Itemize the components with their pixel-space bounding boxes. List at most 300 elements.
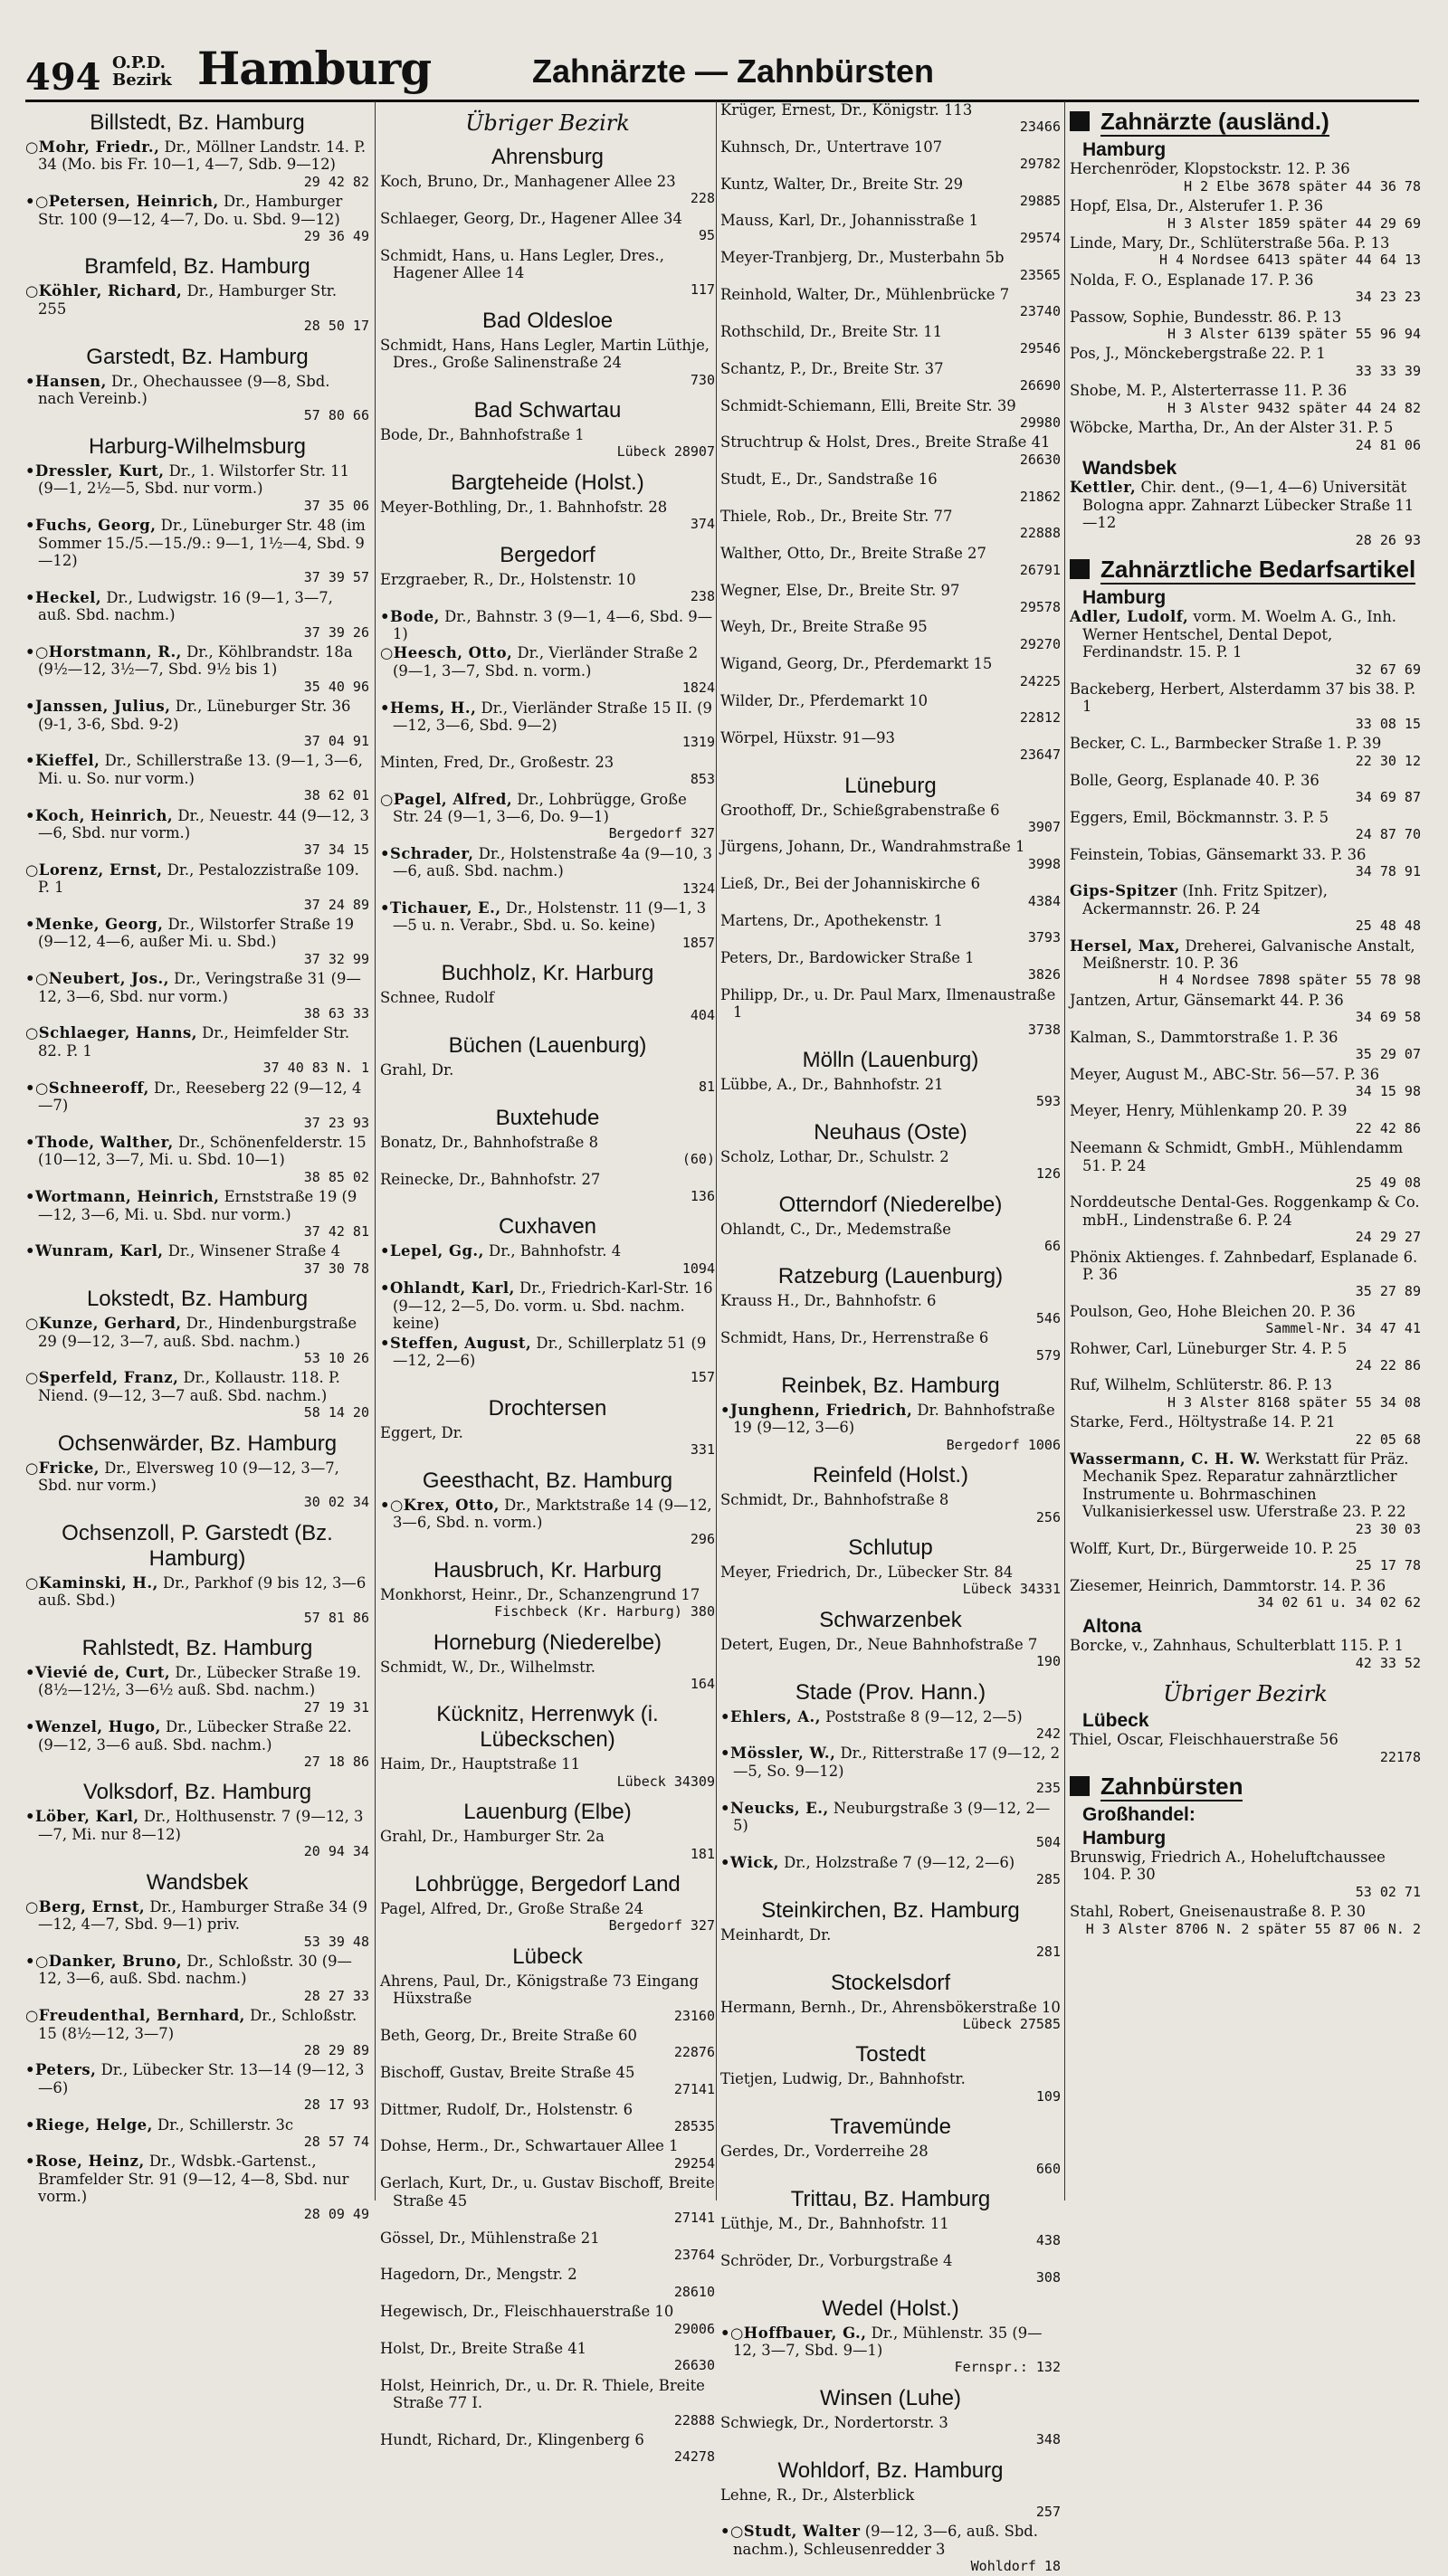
entry-phone: 3998 bbox=[1027, 855, 1061, 872]
directory-entry bbox=[25, 861, 369, 914]
directory-entry bbox=[25, 1808, 369, 1860]
entry-text: Lehne, R., Dr., Alsterblick bbox=[720, 2486, 915, 2504]
directory-entry bbox=[380, 1061, 715, 1097]
directory-entry bbox=[25, 807, 369, 860]
directory-entry bbox=[25, 698, 369, 750]
directory-entry bbox=[380, 1972, 715, 2025]
entry-text: Struchtrup & Holst, Dres., Breite Straße 41 bbox=[720, 433, 1051, 452]
entry-phone: 26690 bbox=[1019, 377, 1061, 394]
entry-text: Ernststraße 19 (9—12, 3—6, Mi. u. Sbd. nur vorm.) bbox=[38, 1188, 357, 1223]
directory-entry bbox=[25, 752, 369, 804]
directory-entry bbox=[720, 1926, 1061, 1962]
entry-text: Schmidt-Schiemann, Elli, Breite Str. 39 bbox=[720, 396, 1016, 414]
directory-entry bbox=[25, 1369, 369, 1421]
entry-text: Brunswig, Friedrich A., Hoheluftchaussee 104. P. 30 bbox=[1070, 1848, 1386, 1884]
entry-phone: 29980 bbox=[1019, 413, 1061, 431]
directory-entry bbox=[720, 1854, 1061, 1889]
column-rule bbox=[1064, 101, 1065, 2201]
entry-phone: 58 14 20 bbox=[303, 1404, 369, 1421]
entry-text: Dr., Neuestr. 44 (9—12, 3—6, Sbd. nur vorm.) bbox=[38, 806, 369, 841]
directory-entry bbox=[1070, 382, 1421, 417]
entry-phone: 29 42 82 bbox=[303, 173, 369, 190]
entry-text: Dr., Kollaustr. 118. P. Niend. (9—12, 3—7 auß. Sbd. nachm.) bbox=[38, 1369, 340, 1404]
place-heading: Kücknitz, Herrenwyk (i. Lübeckschen) bbox=[436, 1702, 659, 1753]
entry-phone: 1857 bbox=[681, 934, 715, 951]
entry-phone: 28610 bbox=[673, 2283, 715, 2300]
entry-phone: 22 05 68 bbox=[1355, 1431, 1421, 1448]
entry-phone: 228 bbox=[690, 190, 715, 207]
directory-entry bbox=[720, 1148, 1061, 1183]
entry-phone: 28 57 74 bbox=[303, 2133, 369, 2150]
directory-entry bbox=[1070, 1303, 1421, 1338]
entry-text: Jürgens, Johann, Dr., Wandrahmstraße 1 bbox=[720, 838, 1025, 856]
entry-text: Meyer-Bothling, Dr., 1. Bahnhofstr. 28 bbox=[380, 498, 668, 516]
place-heading: Schwarzenbek bbox=[819, 1607, 962, 1632]
entry-phone: 28 50 17 bbox=[303, 318, 369, 335]
entry-phone: 26630 bbox=[1019, 451, 1061, 468]
directory-entry bbox=[1070, 772, 1421, 807]
place-heading: Hamburg bbox=[1082, 1827, 1167, 1849]
entry-phone: 157 bbox=[690, 1369, 715, 1386]
place-heading: Steinkirchen, Bz. Hamburg bbox=[761, 1897, 1020, 1923]
square-bullet-icon bbox=[1070, 1776, 1090, 1796]
entry-phone: 27 18 86 bbox=[303, 1754, 369, 1771]
directory-entry bbox=[1070, 992, 1421, 1027]
entry-phone: 579 bbox=[1035, 1346, 1061, 1364]
directory-entry bbox=[1070, 1413, 1421, 1449]
entry-text: Schwiegk, Dr., Nordertorstr. 3 bbox=[720, 2413, 948, 2431]
entry-phone: 3738 bbox=[1027, 1021, 1061, 1038]
entry-phone: 285 bbox=[1035, 1871, 1061, 1888]
directory-entry bbox=[720, 802, 1061, 837]
directory-entry bbox=[720, 397, 1061, 433]
entry-phone: 53 02 71 bbox=[1355, 1883, 1421, 1900]
entry-phone: 38 63 33 bbox=[303, 1005, 369, 1022]
place-heading: Bergedorf bbox=[500, 542, 595, 567]
directory-entry bbox=[720, 912, 1061, 947]
entry-phone: 24 22 86 bbox=[1355, 1357, 1421, 1374]
entry-text: Dr., Heimfelder Str. 82. P. 1 bbox=[38, 1024, 350, 1060]
entry-text: Hundt, Richard, Dr., Klingenberg 6 bbox=[380, 2430, 644, 2448]
entry-phone: 81 bbox=[698, 1079, 715, 1096]
entry-text: Schröder, Dr., Vorburgstraße 4 bbox=[720, 2251, 953, 2269]
directory-entry bbox=[720, 323, 1061, 358]
entry-phone: 22 30 12 bbox=[1355, 752, 1421, 769]
place-heading: Bargteheide (Holst.) bbox=[451, 470, 644, 495]
entry-phone: 28 27 33 bbox=[303, 1987, 369, 2004]
entry-text: Krauss H., Dr., Bahnhofstr. 6 bbox=[720, 1292, 937, 1310]
column-rule bbox=[375, 101, 376, 2201]
entry-phone: 37 34 15 bbox=[303, 841, 369, 859]
entry-phone: 853 bbox=[690, 771, 715, 788]
entry-name: •○Studt, Walter bbox=[720, 2523, 861, 2541]
entry-phone: 281 bbox=[1035, 1944, 1061, 1961]
directory-entry bbox=[25, 1459, 369, 1512]
entry-name: •Rose, Heinz, bbox=[25, 2153, 145, 2171]
entry-text: Gerdes, Dr., Vorderreihe 28 bbox=[720, 2143, 929, 2161]
entry-text: Dohse, Herm., Dr., Schwartauer Allee 1 bbox=[380, 2137, 679, 2155]
entry-text: Grahl, Dr. bbox=[380, 1061, 454, 1079]
entry-text: Dr., Reeseberg 22 (9—12, 4—7) bbox=[38, 1079, 362, 1115]
entry-text: Stahl, Robert, Gneisenaustraße 8. P. 30 bbox=[1070, 1903, 1366, 1921]
entry-phone: 331 bbox=[690, 1441, 715, 1459]
entry-text: Dr., Lohbrügge, Große Str. 24 (9—1, 3—6, Do. 9—1) bbox=[393, 790, 687, 825]
entry-text: Wörpel, Hüxstr. 91—93 bbox=[720, 728, 895, 746]
directory-entry bbox=[1070, 1577, 1421, 1612]
directory-entry bbox=[720, 2252, 1061, 2287]
entry-phone: 29006 bbox=[673, 2320, 715, 2337]
entry-phone: Lübeck 28907 bbox=[616, 443, 715, 461]
entry-text: Peters, Dr., Bardowicker Straße 1 bbox=[720, 948, 975, 966]
entry-name: •Lepel, Gg., bbox=[380, 1242, 484, 1260]
entry-phone: 24278 bbox=[673, 2448, 715, 2466]
entry-text: Passow, Sophie, Bundesstr. 86. P. 13 bbox=[1070, 308, 1342, 326]
entry-name: •Tichauer, E., bbox=[380, 899, 501, 917]
entry-text: Linde, Mary, Dr., Schlüterstraße 56a. P. 13 bbox=[1070, 234, 1390, 252]
directory-entry bbox=[25, 1242, 369, 1278]
place-heading: Reinfeld (Holst.) bbox=[812, 1463, 969, 1488]
entry-phone: 24 81 06 bbox=[1355, 436, 1421, 453]
entry-name: •Wortmann, Heinrich, bbox=[25, 1188, 220, 1206]
entry-phone: Sammel-Nr. 34 47 41 bbox=[1265, 1320, 1421, 1337]
entry-text: Dr., Friedrich-Karl-Str. 16 (9—12, 2—5, Do. vorm. u. Sbd. nachm. keine) bbox=[393, 1279, 713, 1333]
directory-entry bbox=[720, 2414, 1061, 2449]
entry-phone: 34 69 87 bbox=[1355, 789, 1421, 806]
entry-text: Dr., Pestalozzistraße 109. P. 1 bbox=[38, 860, 359, 897]
entry-text: Lüthje, M., Dr., Bahnhofstr. 11 bbox=[720, 2214, 949, 2232]
entry-phone: 242 bbox=[1035, 1725, 1061, 1743]
entry-name: •○Krex, Otto, bbox=[380, 1496, 500, 1514]
entry-text: Dr., Ritterstraße 17 (9—12, 2—5, So. 9—12) bbox=[733, 1744, 1061, 1780]
city-title: Hamburg bbox=[197, 42, 432, 95]
directory-entry bbox=[1070, 1193, 1421, 1246]
place-heading: Ochsenwärder, Bz. Hamburg bbox=[57, 1431, 338, 1456]
entry-name: •Kieffel, bbox=[25, 752, 100, 770]
entry-phone: 438 bbox=[1035, 2232, 1061, 2249]
place-heading: Hamburg bbox=[1082, 586, 1167, 608]
entry-text: (9—12, 3—6, auß. Sbd. nachm.), Schleusenredder 3 bbox=[733, 2523, 1039, 2558]
entry-phone: 29578 bbox=[1019, 598, 1061, 615]
entry-phone: 296 bbox=[690, 1531, 715, 1548]
entry-text: Schmidt, Hans, Dr., Herrenstraße 6 bbox=[720, 1329, 989, 1347]
entry-name: •Wunram, Karl, bbox=[25, 1242, 164, 1260]
entry-name: ○Kaminski, H., bbox=[25, 1573, 158, 1592]
entry-phone: 25 48 48 bbox=[1355, 917, 1421, 935]
entry-phone: 35 40 96 bbox=[303, 678, 369, 695]
entry-phone: Lübeck 27585 bbox=[962, 2015, 1061, 2032]
entry-text: Dr., Schillerstr. 3c bbox=[157, 2115, 294, 2134]
place-heading: Tostedt bbox=[855, 2042, 926, 2067]
entry-text: Scholz, Lothar, Dr., Schulstr. 2 bbox=[720, 1147, 949, 1165]
entry-text: Detert, Eugen, Dr., Neue Bahnhofstraße 7 bbox=[720, 1635, 1038, 1653]
place-heading: Bad Oldesloe bbox=[481, 308, 614, 333]
directory-entry bbox=[380, 173, 715, 208]
entry-text: Dr., Elversweg 10 (9—12, 3—7, Sbd. nur vorm.) bbox=[38, 1459, 339, 1494]
entry-phone: 37 32 99 bbox=[303, 950, 369, 967]
entry-phone: 1324 bbox=[681, 879, 715, 897]
entry-text: Gerlach, Kurt, Dr., u. Gustav Bischoff, Breite Straße 45 bbox=[380, 2174, 715, 2210]
directory-entry bbox=[380, 699, 715, 752]
entry-phone: 23 30 03 bbox=[1355, 1520, 1421, 1537]
directory-entry bbox=[720, 1402, 1061, 1454]
directory-entry bbox=[380, 571, 715, 606]
entry-phone: 374 bbox=[690, 516, 715, 533]
entry-text: Walther, Otto, Dr., Breite Straße 27 bbox=[720, 544, 986, 562]
directory-entry bbox=[380, 1586, 715, 1621]
directory-entry bbox=[1070, 1249, 1421, 1301]
entry-text: Neuburgstraße 3 (9—12, 2—5) bbox=[733, 1799, 1051, 1835]
entry-name: •○Hoffbauer, G., bbox=[720, 2324, 867, 2342]
entry-text: Backeberg, Herbert, Alsterdamm 37 bis 38. P. 1 bbox=[1070, 680, 1416, 716]
entry-name: •Hems, H., bbox=[380, 699, 477, 717]
entry-name: Kettler, bbox=[1070, 479, 1137, 497]
entry-text: Dr., Lüneburger Str. 36 (9-1, 3-6, Sbd. 9-2) bbox=[38, 698, 351, 733]
opd-line1: O.P.D. bbox=[112, 53, 166, 72]
directory-entry bbox=[720, 618, 1061, 653]
entry-phone: 28535 bbox=[673, 2118, 715, 2135]
place-heading: Altona bbox=[1082, 1615, 1142, 1637]
entry-text: Hegewisch, Dr., Fleischhauerstraße 10 bbox=[380, 2303, 674, 2321]
entry-name: ○Freudenthal, Bernhard, bbox=[25, 2007, 245, 2025]
entry-text: Mauss, Karl, Dr., Johannisstraße 1 bbox=[720, 212, 979, 230]
entry-phone: 33 08 15 bbox=[1355, 715, 1421, 732]
entry-phone: H 4 Nordsee 7898 später 55 78 98 bbox=[1159, 972, 1421, 989]
entry-text: Herchenröder, Klopstockstr. 12. P. 36 bbox=[1070, 160, 1350, 178]
entry-text: Dr., Schillerplatz 51 (9—12, 2—6) bbox=[393, 1334, 707, 1369]
directory-entry bbox=[1070, 1066, 1421, 1101]
entry-text: Werkstatt für Präz. Mechanik Spez. Reparatur zahnärztlicher Instrumente u. Bohrmaschinen Vulkanisierkessel usw. Uferstraße 23. P. 22 bbox=[1082, 1450, 1409, 1521]
directory-entry bbox=[1070, 345, 1421, 380]
entry-text: Kuhnsch, Dr., Untertrave 107 bbox=[720, 138, 943, 156]
entry-text: Bode, Dr., Bahnhofstraße 1 bbox=[380, 426, 585, 444]
entry-text: Poulson, Geo, Hohe Bleichen 20. P. 36 bbox=[1070, 1302, 1356, 1320]
entry-name: •○Petersen, Heinrich, bbox=[25, 193, 219, 211]
entry-text: Groothoff, Dr., Schießgrabenstraße 6 bbox=[720, 801, 1000, 819]
column-3 bbox=[720, 101, 1061, 2575]
entry-text: Erzgraeber, R., Dr., Holstenstr. 10 bbox=[380, 570, 636, 588]
entry-text: Wolff, Kurt, Dr., Bürgerweide 10. P. 25 bbox=[1070, 1540, 1358, 1558]
place-heading: Ahrensburg bbox=[491, 145, 605, 169]
directory-entry bbox=[25, 138, 369, 191]
entry-phone: 28 29 89 bbox=[303, 2041, 369, 2058]
entry-text: Feinstein, Tobias, Gänsemarkt 33. P. 36 bbox=[1070, 845, 1367, 863]
column-1 bbox=[25, 101, 369, 2222]
directory-entry bbox=[380, 2064, 715, 2099]
directory-entry bbox=[380, 1755, 715, 1791]
place-heading: Buchholz, Kr. Harburg bbox=[441, 961, 654, 986]
entry-phone: 238 bbox=[690, 588, 715, 605]
directory-entry bbox=[720, 212, 1061, 247]
directory-entry bbox=[1070, 608, 1421, 679]
entry-text: Dr., Lübecker Straße 19. (8½—12½, 3—6½ auß. Sbd. nachm.) bbox=[38, 1664, 361, 1699]
entry-text: Meyer-Tranbjerg, Dr., Musterbahn 5b bbox=[720, 249, 1005, 267]
entry-phone: 37 23 93 bbox=[303, 1114, 369, 1131]
place-heading: Stade (Prov. Hann.) bbox=[795, 1679, 986, 1705]
entry-name: Hersel, Max, bbox=[1070, 936, 1181, 955]
entry-phone: H 3 Alster 9432 später 44 24 82 bbox=[1167, 399, 1421, 416]
entry-text: Ohlandt, C., Dr., Medemstraße bbox=[720, 1220, 951, 1238]
entry-phone: Bergedorf 1006 bbox=[946, 1436, 1061, 1453]
entry-text: Gössel, Dr., Mühlenstraße 21 bbox=[380, 2229, 600, 2247]
entry-phone: 348 bbox=[1035, 2431, 1061, 2448]
entry-name: ○Schlaeger, Hanns, bbox=[25, 1024, 197, 1042]
entry-text: Meyer, Friedrich, Dr., Lübecker Str. 84 bbox=[720, 1564, 1014, 1581]
place-heading: Wedel (Holst.) bbox=[822, 2296, 959, 2321]
entry-text: Studt, E., Dr., Sandstraße 16 bbox=[720, 471, 938, 489]
directory-entry bbox=[1070, 1731, 1421, 1766]
entry-phone: 593 bbox=[1035, 1093, 1061, 1110]
entry-text: Borcke, v., Zahnhaus, Schulterblatt 115. P. 1 bbox=[1070, 1637, 1404, 1655]
entry-text: Dittmer, Rudolf, Dr., Holstenstr. 6 bbox=[380, 2100, 633, 2118]
page-title: Zahnärzte — Zahnbürsten bbox=[532, 52, 935, 90]
place-heading: Buxtehude bbox=[495, 1105, 600, 1130]
entry-name: Adler, Ludolf, bbox=[1070, 608, 1189, 626]
entry-text: Dr., Schloßstr. 30 (9—12, 3—6, auß. Sbd. nachm.) bbox=[38, 1952, 352, 1988]
entry-phone: 27141 bbox=[673, 2081, 715, 2098]
entry-name: ○Sperfeld, Franz, bbox=[25, 1369, 179, 1387]
directory-entry bbox=[380, 2229, 715, 2265]
entry-text: Monkhorst, Heinr., Dr., Schanzengrund 17 bbox=[380, 1585, 700, 1603]
entry-text: Meyer, Henry, Mühlenkamp 20. P. 39 bbox=[1070, 1102, 1348, 1120]
directory-entry bbox=[1070, 271, 1421, 307]
directory-entry bbox=[380, 499, 715, 534]
entry-text: Minten, Fred, Dr., Großestr. 23 bbox=[380, 753, 614, 771]
place-heading: Lauenburg (Elbe) bbox=[463, 1800, 632, 1825]
entry-name: •Bode, bbox=[380, 607, 440, 625]
entry-text: Dr. Bahnhofstraße 19 (9—12, 3—6) bbox=[733, 1401, 1055, 1437]
entry-phone: 22888 bbox=[673, 2411, 715, 2429]
entry-phone: 57 80 66 bbox=[303, 407, 369, 424]
entry-phone: 37 39 57 bbox=[303, 569, 369, 586]
place-heading: Geesthacht, Bz. Hamburg bbox=[422, 1468, 673, 1493]
entry-name: •Hansen, bbox=[25, 372, 107, 390]
entry-text: Schmidt, Dr., Bahnhofstraße 8 bbox=[720, 1491, 949, 1509]
entry-phone: 38 62 01 bbox=[303, 787, 369, 804]
entry-phone: 33 33 39 bbox=[1355, 362, 1421, 379]
directory-entry bbox=[720, 2324, 1061, 2377]
entry-phone: 23740 bbox=[1019, 303, 1061, 320]
place-heading: Büchen (Lauenburg) bbox=[448, 1033, 647, 1059]
entry-name: ○Heesch, Otto, bbox=[380, 644, 513, 662]
entry-text: Pagel, Alfred, Dr., Große Straße 24 bbox=[380, 1900, 644, 1917]
entry-text: Schmidt, Hans, Hans Legler, Martin Lüthje, Dres., Große Salinenstraße 24 bbox=[380, 336, 710, 372]
directory-entry bbox=[1070, 937, 1421, 990]
entry-phone: 23160 bbox=[673, 2007, 715, 2024]
directory-entry bbox=[25, 1718, 369, 1771]
place-heading: Bad Schwartau bbox=[473, 398, 622, 423]
entry-text: Dr., Hamburger Str. 100 (9—12, 4—7, Do. u. Sbd. 9—12) bbox=[38, 193, 343, 228]
directory-entry bbox=[380, 899, 715, 952]
directory-entry bbox=[380, 337, 715, 389]
place-heading: Cuxhaven bbox=[498, 1214, 597, 1240]
entry-name: •Wenzel, Hugo, bbox=[25, 1718, 161, 1736]
entry-text: Thiel, Oscar, Fleischhauerstraße 56 bbox=[1070, 1731, 1338, 1749]
entry-text: Philipp, Dr., u. Dr. Paul Marx, Ilmenaustraße 1 bbox=[720, 985, 1056, 1022]
entry-text: Dr., Vierländer Straße 2 (9—1, 3—7, Sbd. n. vorm.) bbox=[393, 644, 699, 680]
entry-phone: 38 85 02 bbox=[303, 1168, 369, 1185]
entry-text: Krüger, Ernest, Dr., Königstr. 113 bbox=[720, 101, 973, 119]
section-heading: Übriger Bezirk bbox=[1163, 1680, 1328, 1706]
place-heading: Reinbek, Bz. Hamburg bbox=[781, 1373, 1000, 1398]
entry-text: Dr., Holstenstraße 4a (9—10, 3—6, auß. Sbd. nachm.) bbox=[393, 844, 712, 880]
entry-phone: Fischbeck (Kr. Harburg) 380 bbox=[494, 1603, 715, 1621]
entry-phone: 29254 bbox=[673, 2154, 715, 2172]
entry-phone: 35 29 07 bbox=[1355, 1046, 1421, 1063]
place-heading: Drochtersen bbox=[488, 1395, 607, 1421]
entry-name: •Riege, Helge, bbox=[25, 2115, 153, 2134]
entry-phone: H 4 Nordsee 6413 später 44 64 13 bbox=[1159, 252, 1421, 269]
directory-entry bbox=[720, 508, 1061, 543]
place-heading: Hamburg bbox=[1082, 139, 1167, 160]
entry-text: Wöbcke, Martha, Dr., An der Alster 31. P. 5 bbox=[1070, 419, 1394, 437]
entry-text: Dr., Bahnstr. 3 (9—1, 4—6, Sbd. 9—1) bbox=[393, 607, 713, 642]
entry-name: •Vievié de, Curt, bbox=[25, 1664, 171, 1682]
entry-phone: H 3 Alster 6139 später 55 96 94 bbox=[1167, 326, 1421, 343]
directory-entry bbox=[380, 644, 715, 697]
district-label bbox=[112, 54, 172, 89]
entry-name: •Ohlandt, Karl, bbox=[380, 1279, 515, 1298]
directory-entry bbox=[1070, 680, 1421, 733]
entry-phone: 37 04 91 bbox=[303, 732, 369, 749]
place-heading: Wandsbek bbox=[146, 1869, 249, 1895]
entry-text: Reinhold, Walter, Dr., Mühlenbrücke 7 bbox=[720, 286, 1010, 304]
entry-text: Wilder, Dr., Pferdemarkt 10 bbox=[720, 692, 929, 709]
entry-text: Chir. dent., (9—1, 4—6) Universität Bologna appr. Zahnarzt Lübecker Straße 11—12 bbox=[1082, 479, 1415, 532]
entry-phone: 25 49 08 bbox=[1355, 1174, 1421, 1191]
entry-phone: 3793 bbox=[1027, 929, 1061, 946]
entry-phone: 3907 bbox=[1027, 819, 1061, 836]
directory-entry bbox=[25, 916, 369, 968]
place-heading: Harburg-Wilhelmsburg bbox=[88, 433, 307, 459]
directory-entry bbox=[1070, 1102, 1421, 1137]
directory-entry bbox=[25, 193, 369, 245]
entry-text: Eggert, Dr. bbox=[380, 1423, 463, 1441]
entry-text: Nolda, F. O., Esplanade 17. P. 36 bbox=[1070, 271, 1314, 289]
entry-phone: 136 bbox=[690, 1188, 715, 1205]
page-header bbox=[25, 36, 1419, 102]
directory-entry bbox=[380, 1134, 715, 1169]
entry-phone: 660 bbox=[1035, 2160, 1061, 2177]
directory-entry bbox=[380, 1659, 715, 1694]
directory-entry bbox=[1070, 1376, 1421, 1412]
category-title: Zahnbürsten bbox=[1100, 1773, 1243, 1801]
directory-entry bbox=[720, 875, 1061, 910]
place-heading: Winsen (Luhe) bbox=[819, 2385, 962, 2410]
entry-phone: 404 bbox=[690, 1006, 715, 1023]
entry-text: (Inh. Fritz Spitzer), Ackermannstr. 26. P. 24 bbox=[1082, 882, 1329, 917]
entry-name: •○Neubert, Jos., bbox=[25, 970, 169, 988]
page-number: 494 bbox=[25, 56, 101, 99]
entry-text: Ließ, Dr., Bei der Johanniskirche 6 bbox=[720, 875, 981, 893]
entry-name: ○Mohr, Friedr., bbox=[25, 138, 160, 156]
entry-phone: 23764 bbox=[673, 2246, 715, 2263]
column-rule bbox=[716, 101, 717, 2201]
directory-entry bbox=[720, 138, 1061, 174]
entry-text: Meinhardt, Dr. bbox=[720, 1925, 832, 1944]
entry-phone: Bergedorf 327 bbox=[608, 825, 715, 842]
entry-text: Shobe, M. P., Alsterterrasse 11. P. 36 bbox=[1070, 382, 1348, 400]
place-heading: Stockelsdorf bbox=[830, 1970, 951, 1995]
entry-text: Meyer, August M., ABC-Str. 56—57. P. 36 bbox=[1070, 1065, 1379, 1083]
entry-text: Dr., Holstenstr. 11 (9—1, 3—5 u. n. Verabr., Sbd. u. So. keine) bbox=[393, 899, 707, 935]
entry-phone: H 2 Elbe 3678 später 44 36 78 bbox=[1184, 177, 1421, 195]
directory-entry bbox=[25, 517, 369, 587]
place-heading: Lokstedt, Bz. Hamburg bbox=[86, 1287, 309, 1312]
entry-text: Dr., Holthusenstr. 7 (9—12, 3—7, Mi. nur 8—12) bbox=[38, 1808, 364, 1843]
entry-phone: 22888 bbox=[1019, 525, 1061, 542]
entry-phone: 117 bbox=[690, 281, 715, 299]
entry-text: Dr., Ludwigstr. 16 (9—1, 3—7, auß. Sbd. nachm.) bbox=[38, 588, 333, 624]
